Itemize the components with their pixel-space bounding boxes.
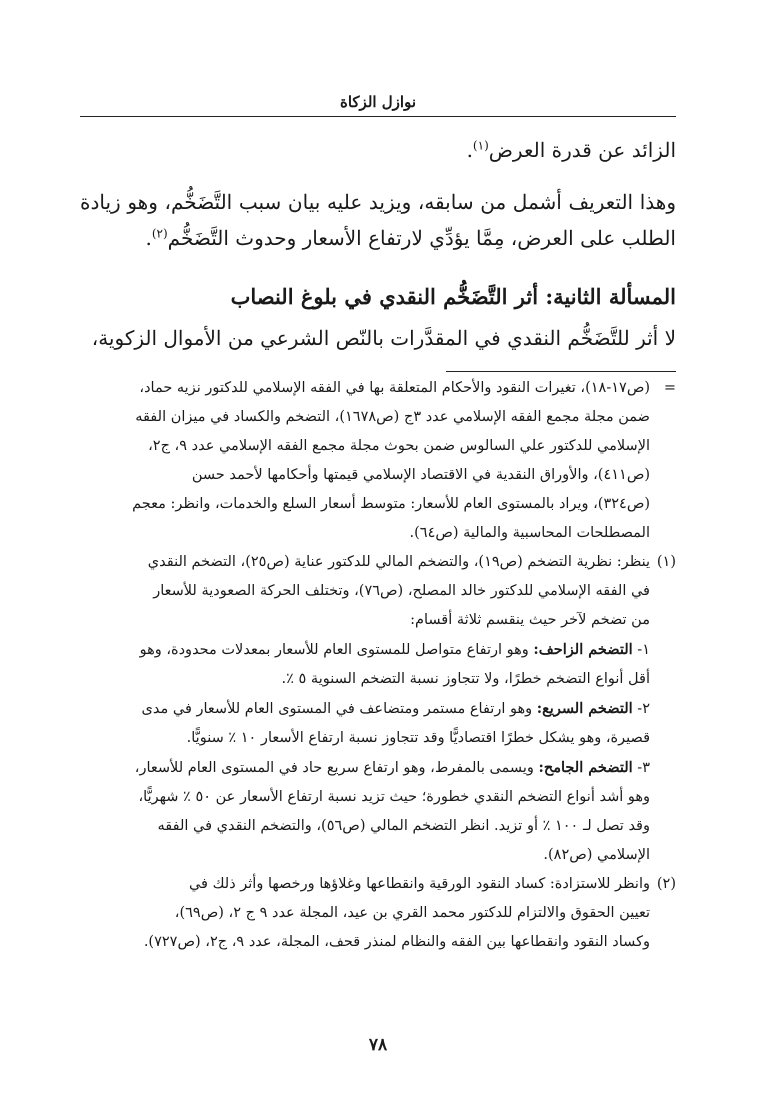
item-number: ٣- xyxy=(632,760,650,776)
page-number: ٧٨ xyxy=(368,1035,388,1055)
footnote-line: (ص٤١١)، والأوراق النقدية في الاقتصاد الإسلامي قيمتها وأحكامها لأحمد حسن xyxy=(191,467,650,483)
footnote-line: وانظر للاستزادة: كساد النقود الورقية وانقطاعها وغلاؤها ورخصها وأثر ذلك في xyxy=(188,876,650,892)
header-rule xyxy=(80,116,676,117)
inflation-type-runaway xyxy=(80,753,650,783)
footnote-separator xyxy=(446,371,676,372)
footnote-line: الإسلامي للدكتور علي السالوس ضمن بحوث مجلة مجمع الفقه الإسلامي عدد ٩، ج٢، xyxy=(148,438,650,454)
running-header: نوازل الزكاة xyxy=(339,93,417,111)
footnotes xyxy=(80,374,676,957)
footnote-ref-1[interactable]: (١) xyxy=(472,138,489,153)
footnote-2 xyxy=(80,870,676,957)
continuation-marker: = xyxy=(663,380,676,396)
period: . xyxy=(466,138,473,162)
footnote-line: ضمن مجلة مجمع الفقه الإسلامي عدد ٣ج (ص١٦٧٨)، التضخم والكساد في ميزان الفقه xyxy=(135,409,650,425)
inflation-type-creeping xyxy=(80,635,650,665)
item-term: التضخم الجامح: xyxy=(538,759,633,776)
paragraph-definition xyxy=(80,184,676,256)
item-text: وهو ارتفاع متواصل للمستوى العام للأسعار بمعدلات محدودة، وهو xyxy=(139,642,534,658)
paragraph-section-start xyxy=(80,320,676,356)
footnote-marker-1: (١) xyxy=(656,554,676,570)
footnote-line: (ص١٧-١٨)، تغيرات النقود والأحكام المتعلقة بها في الفقه الإسلامي للدكتور نزيه حماد، xyxy=(139,380,650,396)
item-text: وهو ارتفاع مستمر ومتضاعف في المستوى العام للأسعار في مدى xyxy=(141,701,537,717)
footnote-line: وكساد النقود وانقطاعها بين الفقه والنظام لمنذر قحف، المجلة، عدد ٩، ج٢، (ص٧٢٧). xyxy=(143,934,650,950)
footnote-line: أقل أنواع التضخم خطرًا، ولا تتجاوز نسبة التضخم السنوية ٥ ٪. xyxy=(281,671,650,687)
footnote-line: المصطلحات المحاسبية والمالية (ص٦٤). xyxy=(409,525,650,541)
footnote-line: وهو أشد أنواع التضخم النقدي خطورة؛ حيث تزيد نسبة ارتفاع الأسعار عن ٥٠ ٪ شهريًّا، xyxy=(138,789,650,805)
footnote-line: في الفقه الإسلامي للدكتور خالد المصلح، (ص٧٦)، وتختلف الحركة الصعودية للأسعار xyxy=(153,583,650,599)
footnote-line: تعيين الحقوق والالتزام للدكتور محمد القري بن عيد، المجلة عدد ٩ ج ٢، (ص٦٩)، xyxy=(174,905,650,921)
paragraph-text: وهذا التعريف أشمل من سابقه، ويزيد عليه بيان سبب التَّضَخُّم، وهو زيادة الطلب على العرض، مِمَّا يؤدِّي لارتفاع الأسعار وحدوث التَّضَخُّم xyxy=(80,190,676,250)
item-number: ٢- xyxy=(632,701,650,717)
item-number: ١- xyxy=(632,642,650,658)
footnote-line: (ص٣٢٤)، ويراد بالمستوى العام للأسعار: متوسط أسعار السلع والخدمات، وانظر: معجم xyxy=(132,496,650,512)
footnote-marker-2: (٢) xyxy=(656,876,676,892)
section-heading: المسألة الثانية: أثر التَّضَخُّم النقدي في بلوغ النصاب xyxy=(230,284,676,309)
footnote-line: من تضخم لآخر حيث ينقسم ثلاثة أقسام: xyxy=(410,612,650,628)
item-term: التضخم السريع: xyxy=(536,700,633,717)
footnote-line: الإسلامي (ص٨٢). xyxy=(543,847,650,863)
paragraph-text: لا أثر للتَّضَخُّم النقدي في المقدَّرات بالنّص الشرعي من الأموال الزكوية، xyxy=(91,326,676,350)
inflation-type-rapid xyxy=(80,694,650,724)
footnote-line: ينظر: نظرية التضخم (ص١٩)، والتضخم المالي للدكتور عناية (ص٢٥)، التضخم النقدي xyxy=(147,554,650,570)
paragraph-continued xyxy=(80,132,676,168)
item-text: ويسمى بالمفرط، وهو ارتفاع سريع حاد في المستوى العام للأسعار، xyxy=(134,760,539,776)
period: . xyxy=(145,226,152,250)
item-term: التضخم الزاحف: xyxy=(533,641,633,658)
footnote-line: وقد تصل لـ ١٠٠ ٪ أو تزيد. انظر التضخم المالي (ص٥٦)، والتضخم النقدي في الفقه xyxy=(157,818,650,834)
paragraph-text: الزائد عن قدرة العرض xyxy=(488,138,676,162)
footnote-1 xyxy=(80,548,676,870)
footnote-continued xyxy=(80,374,676,548)
footnote-ref-2[interactable]: (٢) xyxy=(151,226,168,241)
footnote-line: قصيرة، وهو يشكل خطرًا اقتصاديًّا وقد تتجاوز نسبة ارتفاع الأسعار ١٠ ٪ سنويًّا. xyxy=(186,730,650,746)
